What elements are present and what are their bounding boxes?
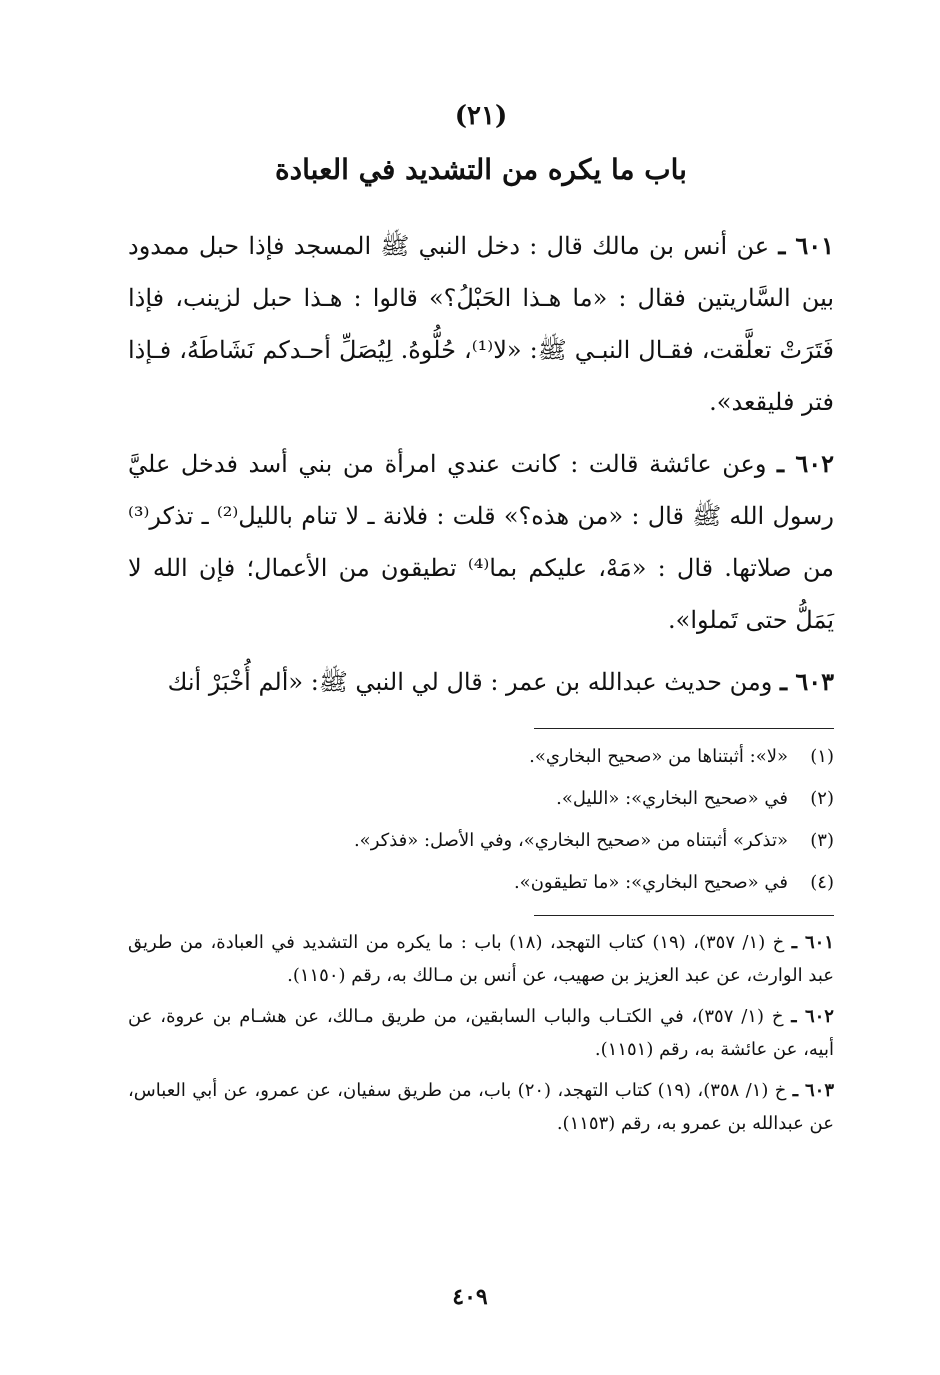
page-body [128, 96, 834, 1148]
footnote-text: في «صحيح البخاري»: «ما تطيقون». [513, 872, 788, 893]
source-text: خ (١/ ٣٥٨)، (١٩) كتاب التهجد، (٢٠) باب، من طريق سفيان، عن عمرو، عن أبي العباس، عن عبدالله بن عمرو به، رقم (١١٥٣). [128, 1080, 834, 1134]
footnote-3 [128, 823, 834, 859]
hadith-text: ومن حديث عبدالله بن عمر : قال لي النبي ﷺ: «ألم أُخْبَرْ أنك [167, 668, 773, 696]
hadith-601 [128, 220, 834, 428]
footnote-4 [128, 865, 834, 901]
hadith-text: وعن عائشة قالت : كانت عندي امرأة من بني أسد فدخل عليَّ رسول الله ﷺ قال : «من هذه؟» قلت : فلانة ـ لا تنام بالليل⁽²⁾ ـ تذكر⁽³⁾ من صلاتها. قال : «مَهْ، عليكم بما⁽⁴⁾ تطيقون من الأعمال؛ فإن الله لا يَمَلُّ حتى تَملوا». [128, 450, 834, 634]
footnote-text: في «صحيح البخاري»: «الليل». [556, 788, 788, 809]
source-601 [128, 926, 834, 992]
footnote-text: «لا»: أثبتناها من «صحيح البخاري». [529, 746, 788, 767]
hadith-602 [128, 438, 834, 646]
footnote-1 [128, 739, 834, 775]
hadith-number: ٦٠٣ ـ [779, 667, 834, 696]
source-text: خ (١/ ٣٥٧)، في الكتـاب والباب السابقين، من طريق مـالك، عن هشـام بن عروة، عن أبيه، عن عائشة به، رقم (١١٥١). [128, 1006, 834, 1060]
chapter-number: (٢١) [454, 101, 508, 131]
hadith-603 [128, 656, 834, 708]
source-603 [128, 1074, 834, 1140]
chapter-title: باب ما يكره من التشديد في العبادة [275, 153, 687, 186]
footnote-number: (٣) [810, 830, 834, 851]
source-separator [534, 915, 834, 916]
hadith-number: ٦٠١ ـ [778, 231, 835, 260]
footnote-number: (١) [810, 746, 834, 767]
source-602 [128, 1000, 834, 1066]
footnote-separator [534, 728, 834, 729]
source-number: ٦٠٢ ـ [791, 1006, 834, 1027]
footnote-2 [128, 781, 834, 817]
source-text: خ (١/ ٣٥٧)، (١٩) كتاب التهجد، (١٨) باب : ما يكره من التشديد في العبادة، من طريق عبد الوارث، عن عبد العزيز بن صهيب، عن أنس بن مـالك به، رقم (١١٥٠). [128, 932, 834, 986]
hadith-number: ٦٠٢ ـ [777, 449, 835, 478]
hadith-text: عن أنس بن مالك قال : دخل النبي ﷺ المسجد فإذا حبل ممدود بين السَّاريتين فقال : «ما هـذا الحَبْلُ؟» قالوا : هـذا حبل لزينب، فإذا فَتَرَتْ تعلَّقت، فقـال النبـي ﷺ: «لا⁽¹⁾، حُلُّوهُ. لِيُصَلِّ أحـدكم نَشَاطَهُ، فـإذا فتر فليقعد». [128, 232, 835, 416]
source-number: ٦٠١ ـ [791, 932, 834, 953]
source-number: ٦٠٣ ـ [792, 1080, 834, 1101]
page-number: ٤٠٩ [452, 1284, 488, 1310]
footnote-text: «تذكر» أثبتناه من «صحيح البخاري»، وفي الأصل: «فذكر». [353, 830, 788, 851]
footnote-number: (٢) [810, 788, 834, 809]
footnote-number: (٤) [810, 872, 834, 893]
